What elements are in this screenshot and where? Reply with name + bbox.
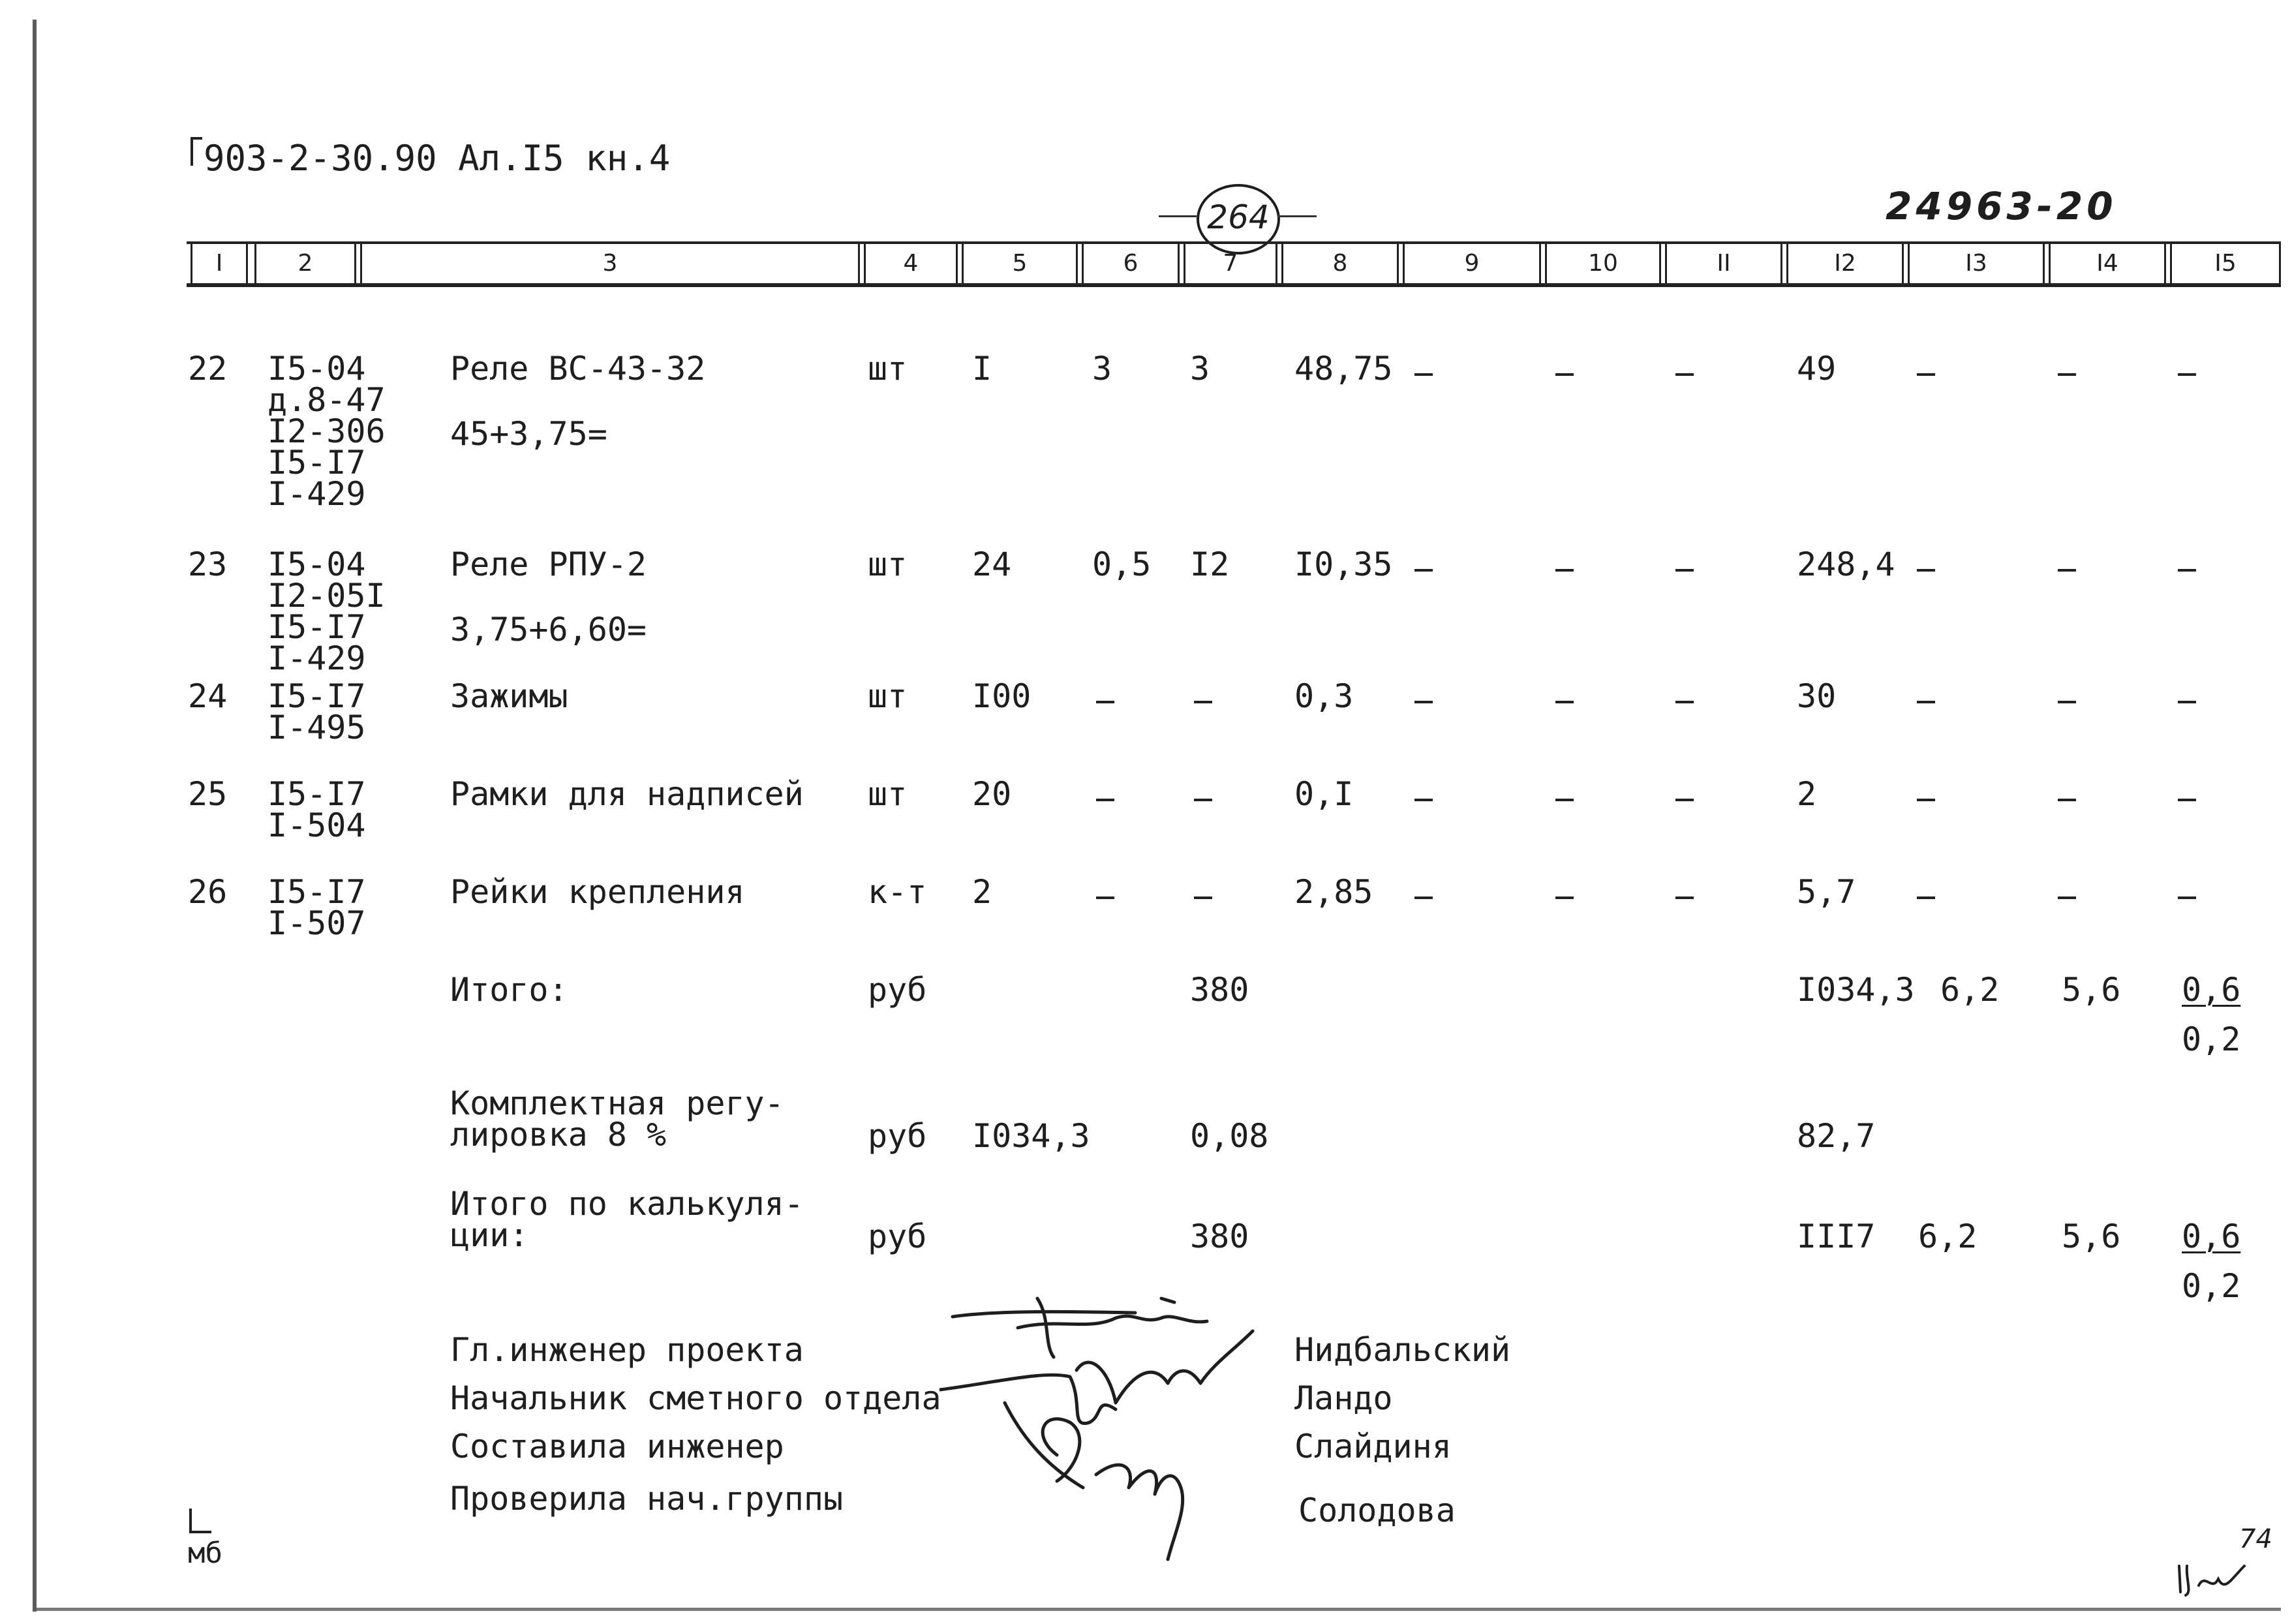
scan-edge-left	[33, 20, 37, 1612]
signature-name: Солодова	[1298, 1492, 1456, 1529]
row-col5: 24	[972, 545, 1012, 583]
total-unit: руб	[868, 971, 927, 1009]
empty-dash	[1414, 799, 1433, 801]
total-col13: 6,2	[1940, 971, 2000, 1009]
row-code: I2-05I	[267, 577, 386, 615]
row-name: Рамки для надписей	[450, 775, 804, 813]
row-unit: шт	[868, 545, 908, 583]
empty-dash	[1096, 896, 1114, 899]
row-col12: 2	[1797, 775, 1817, 813]
row-code: I5-I7	[267, 677, 366, 715]
signature-role: Гл.инженер проекта	[450, 1331, 804, 1369]
empty-dash	[1096, 701, 1114, 703]
page-number-dash-right	[1277, 215, 1317, 217]
row-code: д.8-47	[267, 381, 386, 419]
row-col5: I00	[972, 677, 1031, 715]
empty-dash	[1194, 799, 1212, 801]
row-number: 25	[188, 775, 228, 813]
total-col12: III7	[1797, 1218, 1876, 1255]
doc-code: 903-2-30.90 Ал.I5 кн.4	[204, 138, 671, 179]
total-unit: руб	[868, 1117, 927, 1155]
row-col8: 48,75	[1294, 350, 1393, 388]
signature-role: Проверила нач.группы	[450, 1480, 844, 1518]
total-col14: 5,6	[2062, 1218, 2121, 1255]
row-col6: 0,5	[1092, 545, 1152, 583]
total-col12: 82,7	[1797, 1117, 1876, 1155]
row-code: I5-04	[267, 350, 366, 388]
row-code: I5-04	[267, 545, 366, 583]
row-col12: 49	[1797, 350, 1837, 388]
row-unit: шт	[868, 775, 908, 813]
row-col5: 2	[972, 873, 992, 911]
empty-dash	[1414, 896, 1433, 899]
row-col12: 30	[1797, 677, 1837, 715]
empty-dash	[1414, 373, 1433, 376]
corner-mark-bottom-left	[189, 1509, 211, 1533]
empty-dash	[1555, 569, 1574, 572]
col-num-6: 6	[1082, 244, 1180, 283]
total-col7: 380	[1190, 971, 1249, 1009]
empty-dash	[1917, 701, 1935, 703]
total-name: лировка 8 %	[450, 1116, 667, 1154]
empty-dash	[1194, 701, 1212, 703]
empty-dash	[1096, 799, 1114, 801]
signature-name: Слайдиня	[1294, 1428, 1452, 1465]
row-col12: 5,7	[1797, 873, 1856, 911]
row-unit: шт	[868, 677, 908, 715]
signature-stroke	[953, 1298, 1174, 1317]
signature-name: Нидбальский	[1294, 1331, 1511, 1369]
signature-role: Начальник сметного отдела	[450, 1379, 941, 1417]
empty-dash	[2178, 373, 2196, 376]
row-code: I-507	[267, 904, 366, 942]
col-num-11: II	[1665, 244, 1782, 283]
corner-mark-top-left	[191, 137, 202, 166]
empty-dash	[1414, 701, 1433, 703]
col-num-7: 7	[1184, 244, 1277, 283]
row-col5: I	[972, 350, 992, 388]
page-number: 264	[1207, 198, 1270, 236]
signature-stroke	[1043, 1419, 1183, 1559]
total-col14: 5,6	[2062, 971, 2121, 1009]
total-name: ции:	[450, 1216, 529, 1254]
row-number: 23	[188, 545, 228, 583]
row-col12: 248,4	[1797, 545, 1895, 583]
row-name: Реле ВС-43-32	[450, 350, 706, 388]
footer-mark: мб	[188, 1537, 222, 1570]
col-num-5: 5	[962, 244, 1078, 283]
empty-dash	[1414, 569, 1433, 572]
total-unit: руб	[868, 1218, 927, 1255]
total-col7: 0,08	[1190, 1117, 1269, 1155]
corner-initials-scribble	[2173, 1553, 2257, 1605]
row-code: I-504	[267, 806, 366, 844]
empty-dash	[2178, 701, 2196, 703]
empty-dash	[1917, 799, 1935, 801]
row-number: 26	[188, 873, 228, 911]
total-col7: 380	[1190, 1218, 1249, 1255]
empty-dash	[1675, 896, 1694, 899]
col-num-2: 2	[254, 244, 356, 283]
signature-stroke	[1077, 1331, 1253, 1403]
page-number-dash-left	[1159, 215, 1197, 217]
empty-dash	[1917, 569, 1935, 572]
empty-dash	[2058, 701, 2076, 703]
col-num-8: 8	[1281, 244, 1399, 283]
signature-stroke	[940, 1375, 1116, 1423]
row-col8: 0,3	[1294, 677, 1354, 715]
row-code: I-429	[267, 639, 366, 677]
empty-dash	[2178, 896, 2196, 899]
col-num-14: I4	[2049, 244, 2166, 283]
row-code: I5-I7	[267, 444, 366, 482]
row-col5: 20	[972, 775, 1012, 813]
total-col15-top: 0,6	[2182, 971, 2241, 1009]
empty-dash	[1917, 896, 1935, 899]
empty-dash	[1675, 373, 1694, 376]
row-code: I5-I7	[267, 775, 366, 813]
empty-dash	[1555, 373, 1574, 376]
empty-dash	[1555, 896, 1574, 899]
empty-dash	[2178, 799, 2196, 801]
empty-dash	[1675, 799, 1694, 801]
row-code: I5-I7	[267, 873, 366, 911]
total-name: Итого по калькуля-	[450, 1185, 804, 1223]
corner-note: 74	[2239, 1524, 2272, 1554]
signature-stroke	[1018, 1298, 1207, 1357]
total-col13: 6,2	[1918, 1218, 1978, 1255]
row-unit: к-т	[868, 873, 927, 911]
row-code: I-495	[267, 709, 366, 746]
col-num-13: I3	[1908, 244, 2045, 283]
empty-dash	[2058, 896, 2076, 899]
total-col15-bottom: 0,2	[2182, 1020, 2241, 1058]
row-col8: 0,I	[1294, 775, 1354, 813]
signature-role: Составила инженер	[450, 1428, 784, 1465]
col-num-10: 10	[1545, 244, 1661, 283]
total-name: Комплектная регу-	[450, 1084, 784, 1122]
total-col15-top: 0,6	[2182, 1218, 2241, 1255]
total-col5: I034,3	[972, 1117, 1090, 1155]
row-code: I5-I7	[267, 608, 366, 646]
col-num-12: I2	[1786, 244, 1904, 283]
row-unit: шт	[868, 350, 908, 388]
row-col7: 3	[1190, 350, 1210, 388]
empty-dash	[1555, 701, 1574, 703]
empty-dash	[2178, 569, 2196, 572]
empty-dash	[1675, 701, 1694, 703]
empty-dash	[1194, 896, 1212, 899]
handwritten-signatures	[940, 1272, 1279, 1572]
row-col7: I2	[1190, 545, 1230, 583]
col-num-3: 3	[360, 244, 860, 283]
empty-dash	[1675, 569, 1694, 572]
signature-stroke	[1005, 1403, 1083, 1488]
row-col8: 2,85	[1294, 873, 1373, 911]
empty-dash	[1555, 799, 1574, 801]
row-code: I-429	[267, 475, 366, 513]
row-calc: 3,75+6,60=	[450, 611, 647, 649]
col-num-1: I	[191, 244, 248, 283]
empty-dash	[2058, 799, 2076, 801]
empty-dash	[1917, 373, 1935, 376]
row-name: Рейки крепления	[450, 873, 745, 911]
row-name: Зажимы	[450, 677, 568, 715]
signature-name: Ландо	[1294, 1379, 1393, 1417]
empty-dash	[2058, 569, 2076, 572]
col-num-9: 9	[1403, 244, 1541, 283]
total-col12: I034,3	[1797, 971, 1915, 1009]
total-col15-bottom: 0,2	[2182, 1267, 2241, 1305]
row-calc: 45+3,75=	[450, 415, 607, 453]
row-col8: I0,35	[1294, 545, 1393, 583]
stamp-number: 24963-20	[1886, 184, 2117, 228]
col-num-15: I5	[2170, 244, 2281, 283]
row-col6: 3	[1092, 350, 1112, 388]
row-name: Реле РПУ-2	[450, 545, 647, 583]
row-number: 22	[188, 350, 228, 388]
row-number: 24	[188, 677, 228, 715]
scan-edge-bottom	[37, 1608, 2281, 1611]
row-code: I2-306	[267, 412, 386, 450]
empty-dash	[2058, 373, 2076, 376]
col-num-4: 4	[864, 244, 958, 283]
total-name: Итого:	[450, 971, 568, 1009]
